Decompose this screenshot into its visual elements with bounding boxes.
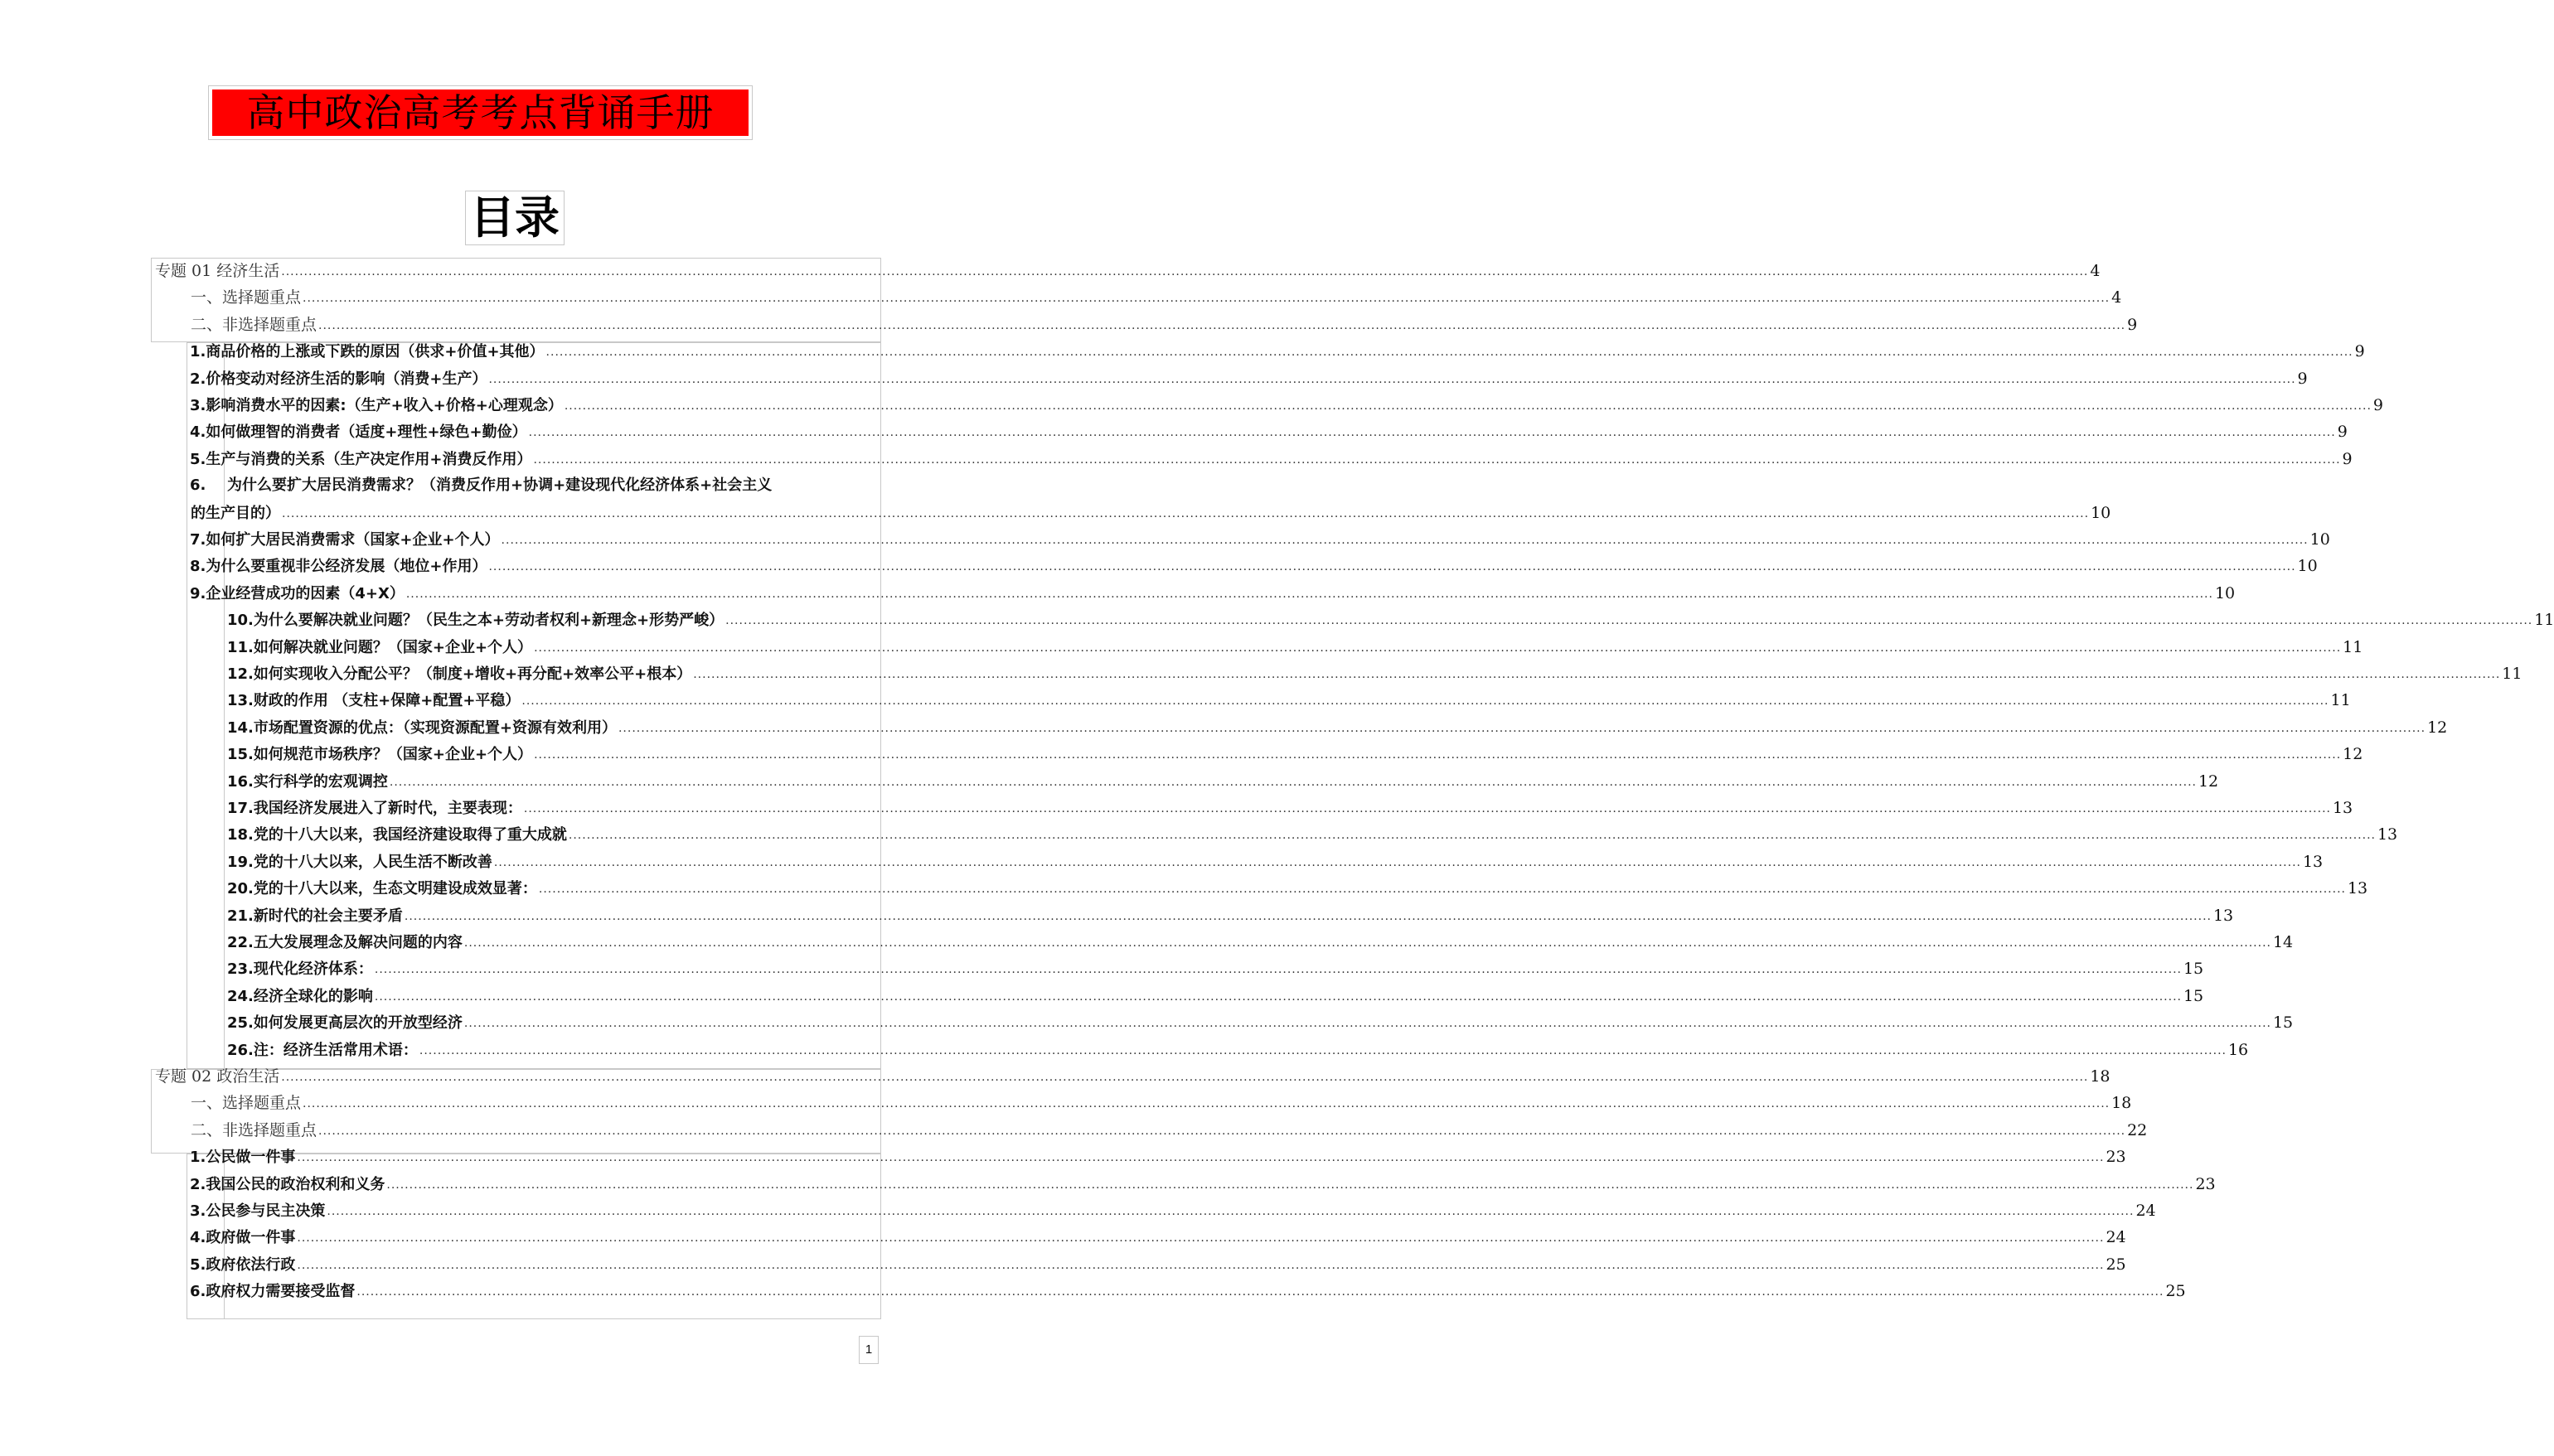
toc-entry[interactable] bbox=[190, 526, 2330, 553]
toc-leader-dots: ................................................................................................................................................................................................................................................................................................................................................................................................................ bbox=[282, 506, 2090, 520]
toc-entry-page: 15 bbox=[2272, 1013, 2294, 1033]
toc-entry[interactable] bbox=[191, 312, 2138, 338]
toc-entry-page: 16 bbox=[2227, 1040, 2249, 1059]
toc-entry-label: 政府权力需要接受监督 bbox=[206, 1283, 356, 1301]
toc-entry-number: 24. bbox=[227, 987, 254, 1005]
toc-entry-number: 16. bbox=[227, 772, 254, 791]
toc-entry-page: 13 bbox=[2302, 852, 2324, 871]
toc-entry-number: 25. bbox=[227, 1014, 254, 1033]
toc-entry[interactable] bbox=[227, 768, 2219, 795]
toc-entry-number: 15. bbox=[227, 746, 254, 764]
toc-leader-dots: ................................................................................................................................................................................................................................................................................................................................................................................................................ bbox=[463, 1017, 2271, 1031]
toc-entry-label: 注：经济生活常用术语： bbox=[253, 1041, 418, 1059]
toc-entry-page: 23 bbox=[2195, 1174, 2216, 1193]
toc-entry-page: 10 bbox=[2309, 530, 2330, 549]
toc-entry-number: 26. bbox=[227, 1041, 254, 1059]
toc-leader-dots: ................................................................................................................................................................................................................................................................................................................................................................................................................ bbox=[523, 802, 2331, 815]
toc-entry-page: 9 bbox=[2342, 449, 2353, 468]
toc-entry-label: 二、非选择题重点 bbox=[191, 1120, 317, 1139]
toc-entry-label: 如何解决就业问题？（国家+企业+个人） bbox=[253, 638, 533, 656]
toc-leader-dots: ................................................................................................................................................................................................................................................................................................................................................................................................................ bbox=[501, 534, 2309, 547]
toc-leader-dots: ................................................................................................................................................................................................................................................................................................................................................................................................................ bbox=[356, 1285, 2164, 1299]
toc-entry-page: 25 bbox=[2106, 1255, 2126, 1274]
document-title-box bbox=[208, 85, 753, 140]
toc-entry[interactable] bbox=[190, 1171, 2216, 1197]
toc-entry-label: 财政的作用 （支柱+保障+配置+平稳） bbox=[253, 692, 521, 710]
toc-entry-page: 14 bbox=[2272, 933, 2294, 951]
toc-entry-number: 6. bbox=[190, 1283, 206, 1301]
toc-entry-page: 9 bbox=[2297, 369, 2308, 388]
toc-entry-page: 13 bbox=[2377, 825, 2398, 844]
toc-entry-number: 6. bbox=[190, 476, 206, 495]
toc-leader-dots: ................................................................................................................................................................................................................................................................................................................................................................................................................ bbox=[528, 426, 2336, 440]
toc-entry-label: 一、选择题重点 bbox=[191, 1094, 302, 1113]
toc-entry-number: 17. bbox=[227, 800, 254, 817]
toc-entry[interactable] bbox=[190, 338, 2365, 365]
toc-entry-label: 公民做一件事 bbox=[206, 1149, 296, 1167]
toc-leader-dots: ................................................................................................................................................................................................................................................................................................................................................................................................................ bbox=[374, 963, 2182, 977]
toc-entry-page: 9 bbox=[2354, 342, 2365, 361]
page-number: 1 bbox=[859, 1336, 879, 1364]
toc-entry-label: 如何发展更高层次的开放型经济 bbox=[253, 1014, 463, 1033]
toc-entry[interactable] bbox=[190, 580, 2236, 607]
toc-entry-label: 经济全球化的影响 bbox=[253, 987, 373, 1005]
toc-leader-dots: ................................................................................................................................................................................................................................................................................................................................................................................................................ bbox=[534, 748, 2342, 762]
toc-entry-number: 14. bbox=[227, 718, 254, 737]
toc-number-column bbox=[187, 533, 225, 1069]
toc-leader-dots: ................................................................................................................................................................................................................................................................................................................................................................................................................ bbox=[297, 1151, 2105, 1165]
toc-leader-dots: ................................................................................................................................................................................................................................................................................................................................................................................................................ bbox=[521, 694, 2329, 709]
toc-leader-dots: ................................................................................................................................................................................................................................................................................................................................................................................................................ bbox=[386, 1178, 2194, 1192]
toc-entry[interactable] bbox=[190, 418, 2348, 445]
toc-entry-number: 2. bbox=[190, 370, 206, 388]
toc-leader-dots: ................................................................................................................................................................................................................................................................................................................................................................................................................ bbox=[533, 452, 2341, 467]
toc-entry-number: 4. bbox=[190, 423, 206, 442]
toc-entry-page: 10 bbox=[2297, 557, 2318, 576]
toc-entry[interactable] bbox=[190, 1144, 2126, 1170]
toc-entry-page: 11 bbox=[2343, 637, 2363, 656]
toc-entry-label: 如何扩大居民消费需求（国家+企业+个人） bbox=[206, 531, 500, 549]
toc-entry-label: 我国公民的政治权利和义务 bbox=[206, 1175, 385, 1193]
toc-leader-dots: ................................................................................................................................................................................................................................................................................................................................................................................................................ bbox=[281, 1071, 2089, 1084]
toc-entry-page: 4 bbox=[2090, 262, 2101, 280]
toc-entry-page: 11 bbox=[2534, 611, 2554, 630]
toc-entry-number: 8. bbox=[190, 558, 206, 576]
toc-leader-dots: ................................................................................................................................................................................................................................................................................................................................................................................................................ bbox=[419, 1043, 2227, 1057]
toc-entry-number: 23. bbox=[227, 960, 254, 979]
toc-entry-number: 13. bbox=[227, 692, 254, 710]
toc-entry-page: 9 bbox=[2337, 423, 2348, 442]
toc-entry[interactable] bbox=[191, 1117, 2148, 1144]
toc-entry-label: 公民参与民主决策 bbox=[206, 1202, 326, 1220]
toc-entry-label: 如何规范市场秩序？（国家+企业+个人） bbox=[253, 746, 533, 764]
toc-leader-dots: ................................................................................................................................................................................................................................................................................................................................................................................................................ bbox=[568, 829, 2376, 843]
toc-entry-page: 4 bbox=[2111, 288, 2122, 307]
toc-leader-dots: ................................................................................................................................................................................................................................................................................................................................................................................................................ bbox=[404, 909, 2212, 923]
toc-entry-label: 新时代的社会主要矛盾 bbox=[253, 907, 403, 925]
toc-entry-page: 13 bbox=[2332, 799, 2353, 817]
toc-leader-dots: ................................................................................................................................................................................................................................................................................................................................................................................................................ bbox=[389, 775, 2197, 789]
toc-leader-dots: ................................................................................................................................................................................................................................................................................................................................................................................................................ bbox=[297, 1258, 2105, 1272]
toc-entry-number: 20. bbox=[227, 880, 254, 898]
toc-entry-label: 为什么要解决就业问题？（民生之本+劳动者权利+新理念+形势严峻） bbox=[253, 612, 725, 630]
toc-leader-dots: ................................................................................................................................................................................................................................................................................................................................................................................................................ bbox=[564, 399, 2372, 413]
toc-entry-number: 3. bbox=[190, 1202, 206, 1220]
toc-entry-label: 如何做理智的消费者（适度+理性+绿色+勤俭） bbox=[206, 423, 527, 442]
toc-entry-number: 22. bbox=[227, 934, 254, 951]
toc-entry[interactable] bbox=[190, 392, 2383, 418]
toc-entry[interactable] bbox=[190, 365, 2308, 392]
toc-entry-label: 党的十八大以来，我国经济建设取得了重大成就 bbox=[253, 826, 567, 844]
toc-entry-label: 为什么要扩大居民消费需求？（消费反作用+协调+建设现代化经济体系+社会主义 bbox=[227, 476, 773, 495]
toc-entry[interactable] bbox=[190, 472, 882, 499]
toc-heading: 目录 bbox=[465, 191, 565, 245]
toc-entry[interactable] bbox=[227, 1037, 2249, 1063]
toc-entry-page: 24 bbox=[2135, 1202, 2156, 1220]
toc-entry-number: 2. bbox=[190, 1175, 206, 1193]
toc-entry-page: 13 bbox=[2347, 879, 2368, 898]
toc-leader-dots: ................................................................................................................................................................................................................................................................................................................................................................................................................ bbox=[303, 292, 2111, 306]
toc-entry-label: 生产与消费的关系（生产决定作用+消费反作用） bbox=[206, 450, 532, 468]
toc-entry-number: 7. bbox=[190, 531, 206, 549]
toc-leader-dots: ................................................................................................................................................................................................................................................................................................................................................................................................................ bbox=[493, 855, 2301, 869]
toc-leader-dots: ................................................................................................................................................................................................................................................................................................................................................................................................................ bbox=[303, 1097, 2111, 1111]
toc-entry-page: 23 bbox=[2106, 1148, 2126, 1167]
toc-entry[interactable] bbox=[227, 660, 2522, 687]
toc-entry-page: 9 bbox=[2127, 315, 2138, 334]
toc-leader-dots: ................................................................................................................................................................................................................................................................................................................................................................................................................ bbox=[534, 641, 2342, 655]
toc-entry-page: 25 bbox=[2165, 1282, 2186, 1301]
toc-entry-label: 专题 02 政治生活 bbox=[155, 1067, 280, 1086]
toc-entry-number: 1. bbox=[190, 1149, 206, 1167]
toc-entry[interactable] bbox=[227, 1009, 2294, 1036]
toc-entry[interactable] bbox=[190, 553, 2318, 579]
toc-entry[interactable] bbox=[190, 446, 2353, 472]
toc-entry[interactable] bbox=[190, 1197, 2156, 1224]
document-title: 高中政治高考考点背诵手册 bbox=[212, 89, 749, 136]
toc-entry[interactable] bbox=[227, 983, 2204, 1009]
toc-entry[interactable] bbox=[191, 1090, 2132, 1116]
toc-entry[interactable] bbox=[191, 284, 2122, 311]
toc-leader-dots: ................................................................................................................................................................................................................................................................................................................................................................................................................ bbox=[281, 265, 2089, 278]
toc-entry-page: 13 bbox=[2212, 906, 2234, 925]
toc-entry-label: 一、选择题重点 bbox=[191, 288, 302, 307]
toc-entry[interactable] bbox=[190, 1251, 2126, 1278]
toc-entry-label: 党的十八大以来，生态文明建设成效显著： bbox=[253, 880, 537, 898]
toc-leader-dots: ................................................................................................................................................................................................................................................................................................................................................................................................................ bbox=[693, 668, 2501, 681]
toc-entry-label: 政府做一件事 bbox=[206, 1229, 296, 1247]
toc-entry[interactable] bbox=[227, 687, 2351, 713]
toc-entry-label: 企业经营成功的因素（4+X） bbox=[206, 584, 405, 602]
toc-entry-page: 11 bbox=[2502, 665, 2522, 683]
toc-entry-page: 22 bbox=[2127, 1120, 2148, 1139]
toc-entry-number: 3. bbox=[190, 397, 206, 414]
toc-entry-label: 市场配置资源的优点：（实现资源配置+资源有效利用） bbox=[253, 718, 617, 737]
toc-entry-number: 10. bbox=[227, 612, 254, 630]
toc-leader-dots: ................................................................................................................................................................................................................................................................................................................................................................................................................ bbox=[488, 560, 2296, 574]
toc-entry-label: 商品价格的上涨或下跌的原因（供求+价值+其他） bbox=[206, 343, 545, 361]
toc-entry-page: 9 bbox=[2372, 396, 2383, 414]
toc-entry-label: 的生产目的） bbox=[191, 504, 280, 522]
toc-leader-dots: ................................................................................................................................................................................................................................................................................................................................................................................................................ bbox=[538, 883, 2346, 897]
toc-entry-label: 党的十八大以来，人民生活不断改善 bbox=[253, 853, 492, 871]
toc-entry-page: 24 bbox=[2106, 1228, 2126, 1247]
toc-entry-page: 15 bbox=[2183, 986, 2204, 1005]
toc-entry-number: 9. bbox=[190, 584, 206, 602]
toc-entry[interactable] bbox=[155, 258, 2101, 284]
toc-entry-number: 18. bbox=[227, 826, 254, 844]
toc-entry[interactable] bbox=[190, 1278, 2186, 1304]
toc-leader-dots: ................................................................................................................................................................................................................................................................................................................................................................................................................ bbox=[297, 1231, 2105, 1246]
toc-entry[interactable] bbox=[155, 1063, 2111, 1090]
toc-entry-page: 10 bbox=[2214, 583, 2236, 602]
toc-entry-number: 11. bbox=[227, 638, 254, 656]
toc-leader-dots: ................................................................................................................................................................................................................................................................................................................................................................................................................ bbox=[327, 1205, 2135, 1218]
toc-entry-number: 12. bbox=[227, 665, 254, 683]
toc-entry-page: 15 bbox=[2183, 960, 2204, 979]
toc-leader-dots: ................................................................................................................................................................................................................................................................................................................................................................................................................ bbox=[725, 614, 2533, 628]
toc-entry-number: 5. bbox=[190, 1255, 206, 1274]
toc-entry[interactable] bbox=[227, 741, 2363, 767]
toc-entry-label: 我国经济发展进入了新时代，主要表现： bbox=[253, 800, 522, 817]
toc-entry[interactable] bbox=[227, 607, 2554, 633]
toc-entry-label: 实行科学的宏观调控 bbox=[253, 772, 388, 791]
toc-entry[interactable] bbox=[227, 929, 2294, 955]
toc-entry[interactable] bbox=[227, 795, 2353, 821]
toc-entry[interactable] bbox=[227, 902, 2234, 929]
toc-entry[interactable] bbox=[227, 714, 2448, 741]
toc-leader-dots: ................................................................................................................................................................................................................................................................................................................................................................................................................ bbox=[463, 936, 2271, 950]
toc-entry[interactable] bbox=[191, 500, 2111, 526]
toc-entry-page: 12 bbox=[2343, 745, 2363, 764]
toc-entry-number: 21. bbox=[227, 907, 254, 925]
toc-leader-dots: ................................................................................................................................................................................................................................................................................................................................................................................................................ bbox=[318, 318, 2126, 332]
toc-entry[interactable] bbox=[227, 821, 2398, 848]
toc-entry-page: 12 bbox=[2198, 772, 2219, 791]
toc-entry-page: 10 bbox=[2091, 503, 2111, 522]
toc-entry-number: 1. bbox=[190, 343, 206, 361]
toc-entry-page: 18 bbox=[2111, 1094, 2132, 1113]
toc-entry-label: 如何实现收入分配公平？（制度+增收+再分配+效率公平+根本） bbox=[253, 665, 692, 683]
toc-entry-label: 专题 01 经济生活 bbox=[155, 262, 280, 280]
toc-entry[interactable] bbox=[227, 955, 2204, 982]
toc-entry[interactable] bbox=[190, 1224, 2126, 1250]
toc-leader-dots: ................................................................................................................................................................................................................................................................................................................................................................................................................ bbox=[545, 346, 2353, 360]
toc-entry-number: 19. bbox=[227, 853, 254, 871]
toc-entry-label: 价格变动对经济生活的影响（消费+生产） bbox=[206, 370, 487, 388]
toc-entry-label: 政府依法行政 bbox=[206, 1255, 296, 1274]
toc-entry-label: 影响消费水平的因素:（生产+收入+价格+心理观念） bbox=[206, 397, 563, 414]
toc-entry-label: 为什么要重视非公经济发展（地位+作用） bbox=[206, 558, 487, 576]
toc-leader-dots: ................................................................................................................................................................................................................................................................................................................................................................................................................ bbox=[374, 989, 2182, 1004]
toc-leader-dots: ................................................................................................................................................................................................................................................................................................................................................................................................................ bbox=[618, 721, 2426, 735]
toc-leader-dots: ................................................................................................................................................................................................................................................................................................................................................................................................................ bbox=[488, 372, 2296, 386]
toc-entry[interactable] bbox=[227, 849, 2324, 875]
toc-entry-page: 11 bbox=[2330, 691, 2351, 710]
toc-entry-page: 12 bbox=[2427, 718, 2448, 737]
toc-entry[interactable] bbox=[227, 875, 2368, 902]
toc-entry-number: 5. bbox=[190, 450, 206, 468]
toc-entry-label: 五大发展理念及解决问题的内容 bbox=[253, 934, 463, 951]
toc-entry-label: 现代化经济体系： bbox=[253, 960, 373, 979]
toc-entry[interactable] bbox=[227, 634, 2363, 660]
toc-entry-page: 18 bbox=[2090, 1067, 2111, 1086]
toc-entry-label: 二、非选择题重点 bbox=[191, 315, 317, 334]
toc-leader-dots: ................................................................................................................................................................................................................................................................................................................................................................................................................ bbox=[405, 587, 2213, 601]
toc-entry-number: 4. bbox=[190, 1229, 206, 1247]
toc-leader-dots: ................................................................................................................................................................................................................................................................................................................................................................................................................ bbox=[318, 1124, 2126, 1138]
